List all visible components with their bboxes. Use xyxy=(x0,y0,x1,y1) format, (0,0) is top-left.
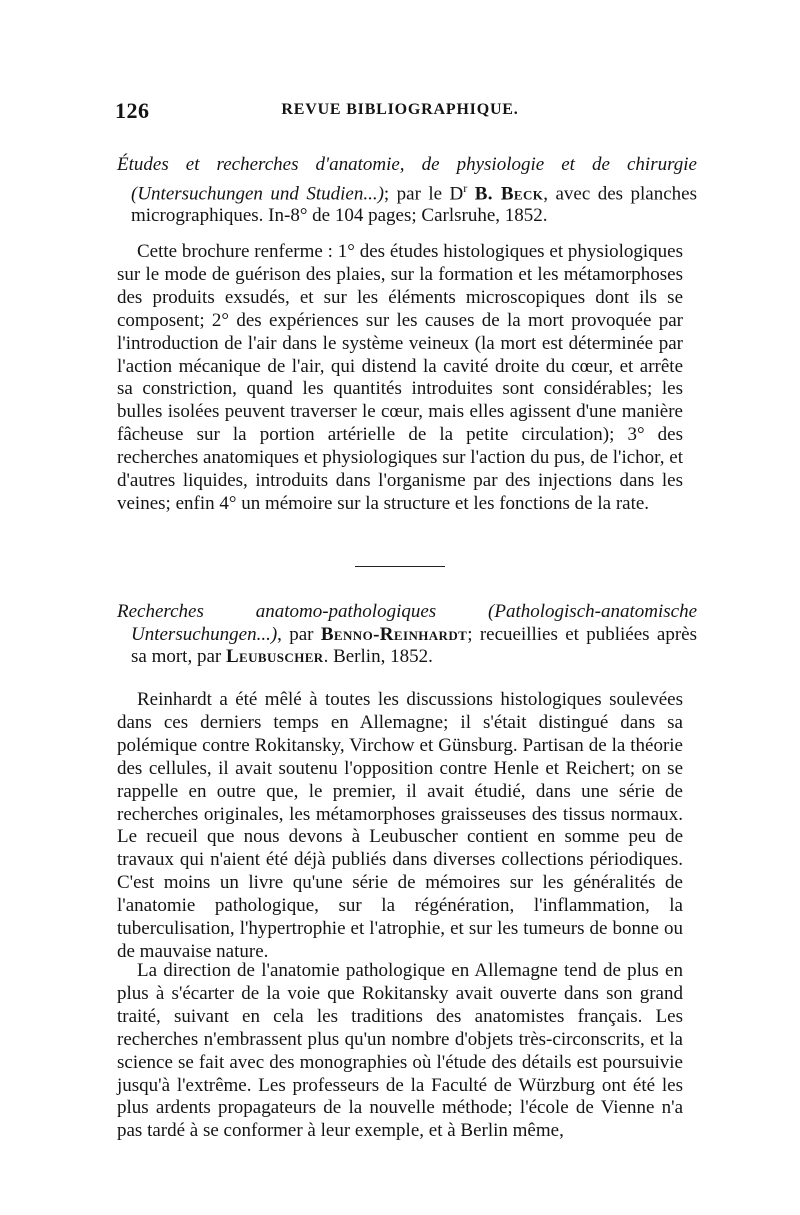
entry-1-details: , avec des planches micrographiques. In-8° de 104 pages; Carlsruhe, 1852. xyxy=(131,182,697,227)
review-paragraph-2: Reinhardt a été mêlé à toutes les discussions histologiques soulevées dans ces derniers temps en Allemagne; il s'était distingué dans sa polémique contre Rokitansky, Virchow et Günsburg. Partisan de la théorie des cellules, il avait soutenu l'opposition contre Henle et Reichert; on se rappelle en outre que, le premier, il avait étudié, dans une série de recherches originales, les métamorphoses graisseuses des tissus normaux. Le recueil que nous devons à Leubuscher contient en somme peu de travaux qui n'aient été déjà publiés dans diverses collections périodiques. C'est moins un livre qu'une série de mémoires sur les généralités de l'anatomie pathologique, sur la régénération, l'inflammation, la tuberculisation, l'hypertrophie et l'atrophie, et sur les tumeurs de bonne ou de mauvaise nature. xyxy=(117,689,683,962)
entry-2-editor: Leubuscher xyxy=(225,646,324,667)
section-separator xyxy=(355,566,445,567)
page-header xyxy=(115,98,685,128)
review-paragraph-1: Cette brochure renferme : 1° des études histologiques et physiologiques sur le mode de guérison des plaies, sur la formation et les métamorphoses des produits exsudés, et sur les éléments microscopiques dont ils se composent; 2° des expériences sur les causes de la mort provoquée par l'introduction de l'air dans le système veineux (la mort est déterminée par l'action mécanique de l'air, qui distend la cavité droite du cœur, et arrête sa constriction, quand les quantités introduites sont considérables; les bulles isolées peuvent traverser le cœur, mais elles agissent d'une manière fâcheuse sur la portion artérielle de la petite circulation); 3° des recherches anatomiques et physiologiques sur l'action du pus, de l'ichor, et d'autres liquides, introduits dans l'organisme par des injections dans les veines; enfin 4° un mémoire sur la structure et les fonctions de la rate. xyxy=(117,241,683,514)
entry-2-details: . Berlin, 1852. xyxy=(323,646,433,667)
running-title: REVUE BIBLIOGRAPHIQUE. xyxy=(281,101,519,118)
entry-2-author: Benno-Reinhardt xyxy=(320,623,468,645)
review-paragraph-3: La direction de l'anatomie pathologique en Allemagne tend de plus en plus à s'écarter de la voie que Rokitansky avait ouverte dans son grand traité, suivant en cela les traditions des anatomistes français. Les recherches n'embrassent plus qu'un nombre d'objets très-circonscrits, et la science se fait avec des monographies où l'étude des détails est poursuivie jusqu'à l'extrême. Les professeurs de la Faculté de Würzburg ont été les plus ardents propagateurs de la nouvelle méthode; l'école de Vienne n'a pas tardé à se conformer à leur exemple, et à Berlin même, xyxy=(117,960,683,1142)
entry-1-by-superscript: r xyxy=(463,180,468,195)
entry-2-title: Recherches anatomo-pathologiques (Pathologisch-anatomische Untersuchungen...) xyxy=(117,601,697,645)
entry-1-author: B. Beck xyxy=(474,182,544,204)
entry-2-mid: ; recueillies et publiées après sa mort, par xyxy=(131,623,697,667)
bibliographic-entry-1 xyxy=(117,154,697,228)
entry-1-by: ; par le D xyxy=(383,182,464,204)
page-number: 126 xyxy=(115,98,150,123)
entry-1-title: Études et recherches d'anatomie, de physiologie et de chirurgie xyxy=(117,154,697,175)
entry-1-subtitle: (Untersuchungen und Studien...) xyxy=(131,182,384,204)
bibliographic-entry-2 xyxy=(117,601,697,669)
entry-2-by: , par xyxy=(277,623,321,645)
